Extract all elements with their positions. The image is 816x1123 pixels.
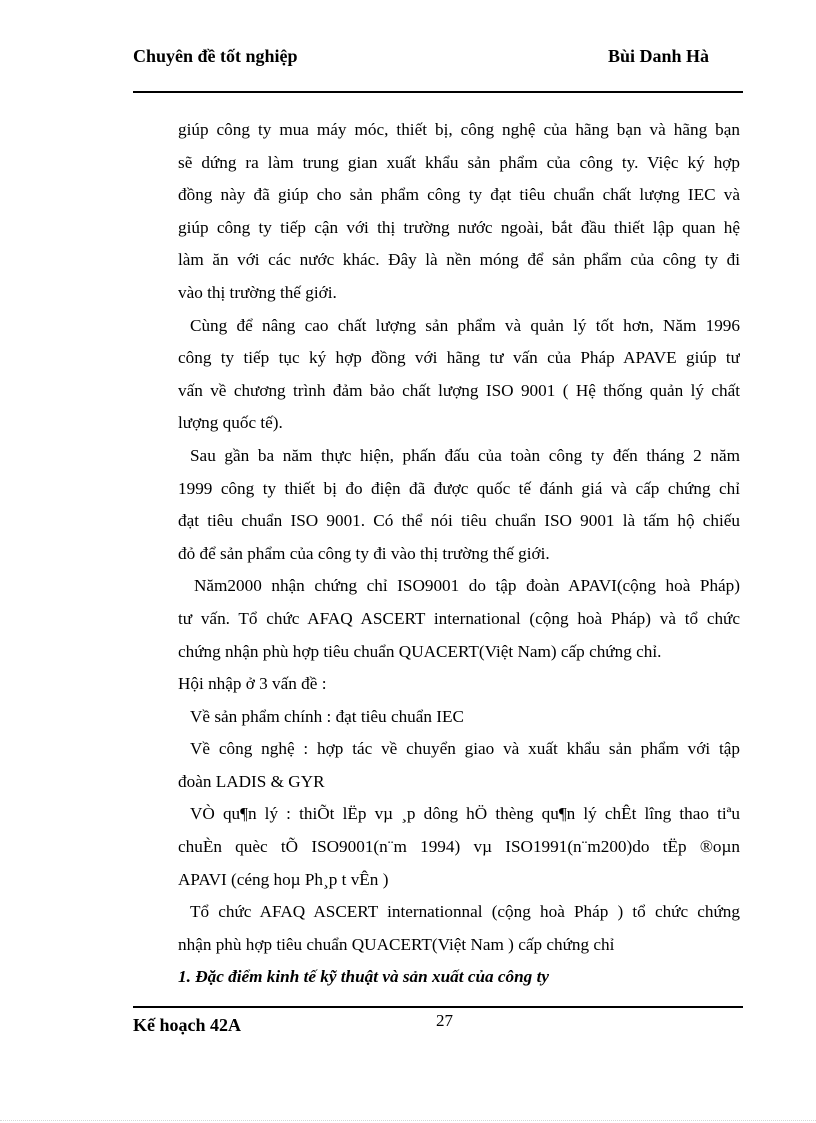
text-line: đỏ để sản phẩm của công ty đi vào thị trường thế giới. — [178, 543, 550, 563]
text-line: công ty tiếp tục ký hợp đồng với hãng tư vấn của Pháp APAVE giúp tư — [178, 348, 740, 368]
text-line: giúp công ty tiếp cận với thị trường nước ngoài, bắt đầu thiết lập quan hệ — [178, 217, 740, 237]
text-line: đồng này đã giúp cho sản phẩm công ty đạt tiêu chuẩn chất lượng IEC và — [178, 185, 740, 205]
text-line: Năm2000 nhận chứng chỉ ISO9001 do tập đoàn APAVI(cộng hoà Pháp) — [194, 576, 740, 596]
text-line: APAVI (céng hoµ Ph¸p t vÊn ) — [178, 869, 389, 889]
text-line: VÒ qu¶n lý : thiÕt lËp vµ ¸p dông hÖ thèng qu¶n lý chÊt lîng thao tiªu — [190, 804, 740, 824]
text-line: chuÈn quèc tÕ ISO9001(n¨m 1994) vµ ISO1991(n¨m200)do tËp ®oµn — [178, 837, 740, 857]
body-text — [178, 114, 740, 994]
text-line: nhận phù hợp tiêu chuẩn QUACERT(Việt Nam ) cấp chứng chỉ — [178, 934, 615, 954]
page-edge-dotted-line — [0, 1120, 816, 1121]
text-line: vấn về chương trình đảm bảo chất lượng ISO 9001 ( Hệ thống quản lý chất — [178, 380, 740, 400]
text-line: Cùng để nâng cao chất lượng sản phẩm và quản lý tốt hơn, Năm 1996 — [190, 315, 740, 335]
header-divider — [133, 91, 743, 93]
text-line: chứng nhận phù hợp tiêu chuẩn QUACERT(Việt Nam) cấp chứng chỉ. — [178, 641, 662, 661]
text-line: đạt tiêu chuẩn ISO 9001. Có thể nói tiêu chuẩn ISO 9001 là tấm hộ chiếu — [178, 511, 740, 531]
text-line: lượng quốc tế). — [178, 413, 283, 433]
text-line: 1999 công ty thiết bị đo điện đã được quốc tế đánh giá và cấp chứng chỉ — [178, 478, 740, 498]
text-line: làm ăn với các nước khác. Đây là nền móng để sản phẩm của công ty đi — [178, 250, 740, 270]
text-line: Về sản phẩm chính : đạt tiêu chuẩn IEC — [190, 706, 464, 726]
text-line: tư vấn. Tổ chức AFAQ ASCERT international (cộng hoà Pháp) và tổ chức — [178, 608, 740, 628]
text-line: Về công nghệ : hợp tác về chuyển giao và xuất khẩu sản phẩm với tập — [190, 739, 740, 759]
text-line: giúp công ty mua máy móc, thiết bị, công nghệ của hãng bạn và hãng bạn — [178, 120, 740, 139]
text-line: Tổ chức AFAQ ASCERT internationnal (cộng hoà Pháp ) tổ chức chứng — [190, 902, 740, 922]
page-number: 27 — [436, 1011, 453, 1030]
text-line: đoàn LADIS & GYR — [178, 771, 325, 791]
text-line: Sau gần ba năm thực hiện, phấn đấu của toàn công ty đến tháng 2 năm — [190, 445, 740, 465]
text-line: Hội nhập ở 3 vấn đề : — [178, 674, 327, 694]
footer-divider — [133, 1006, 743, 1008]
header-title: Chuyên đề tốt nghiệp — [133, 46, 298, 66]
footer-class-label: Kế hoạch 42A — [133, 1015, 241, 1035]
header-author: Bùi Danh Hà — [608, 46, 710, 66]
section-heading: 1. Đặc điểm kinh tế kỹ thuật và sản xuất của công ty — [178, 967, 549, 987]
text-line: sẽ dứng ra làm trung gian xuất khẩu sản phẩm của công ty. Việc ký hợp — [178, 152, 740, 172]
text-line: vào thị trường thế giới. — [178, 282, 337, 302]
